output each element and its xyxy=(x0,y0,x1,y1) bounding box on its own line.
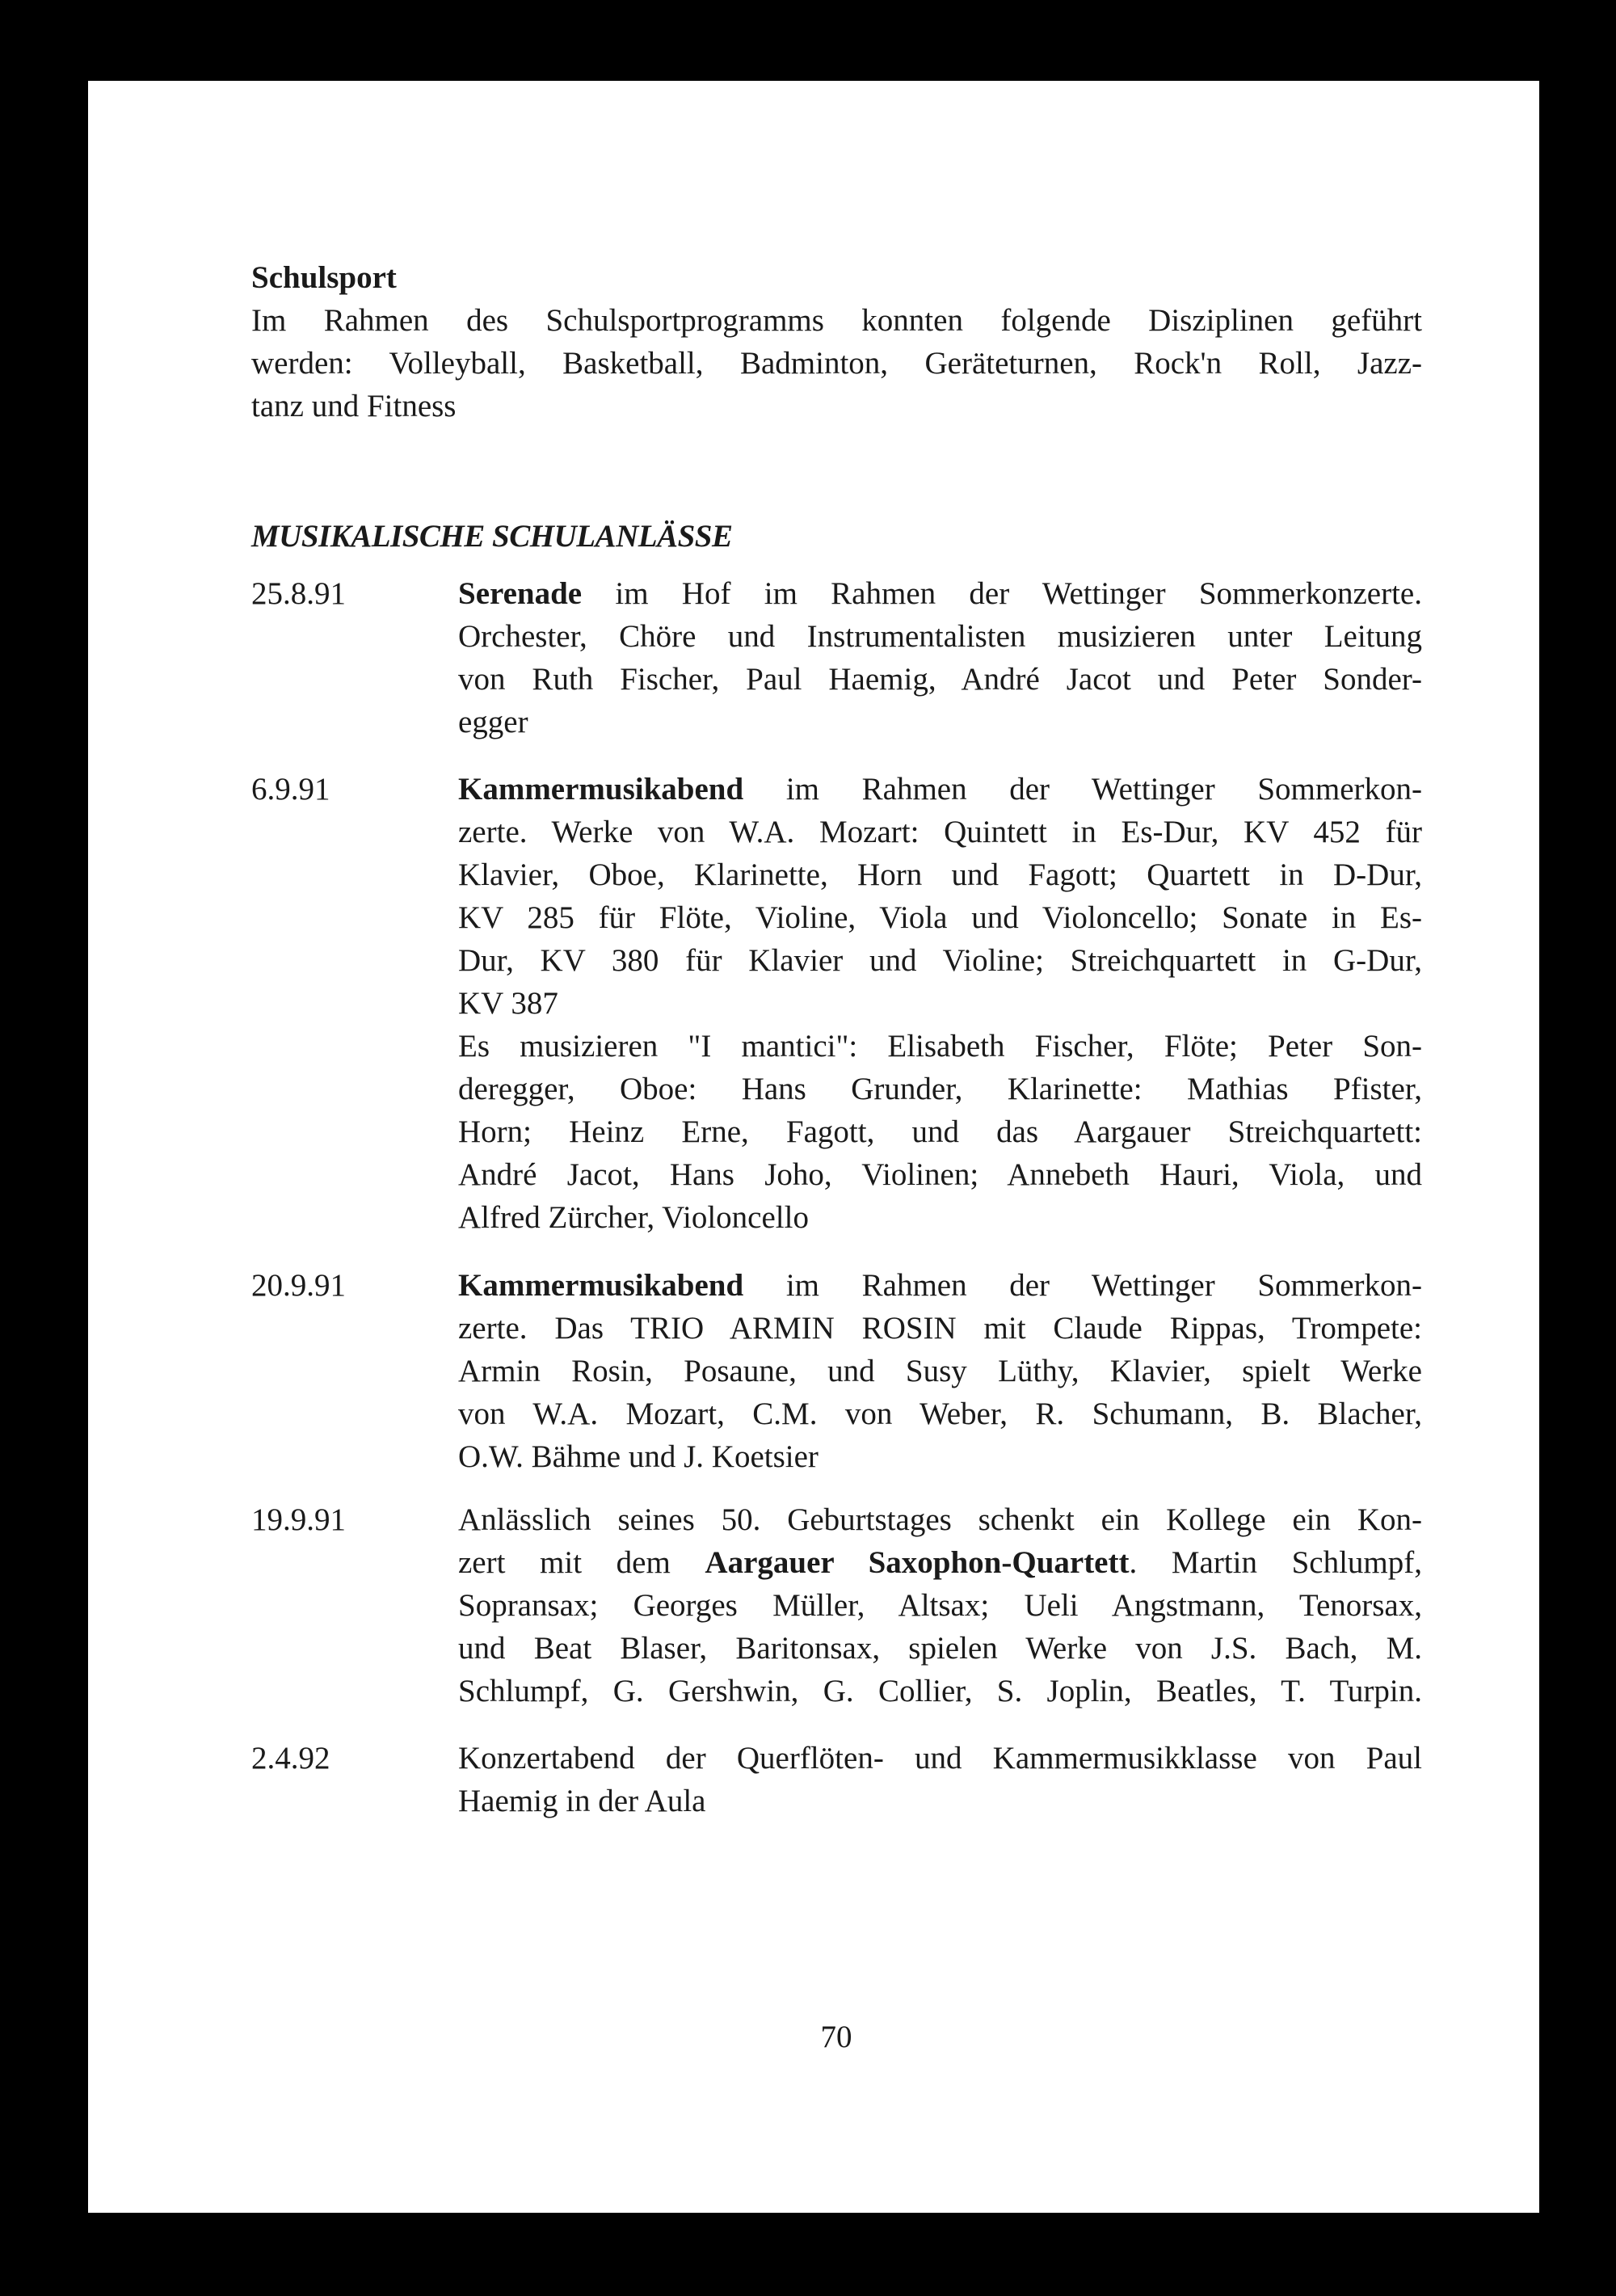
text-line xyxy=(458,1068,1422,1110)
page-number: 70 xyxy=(820,2020,852,2054)
text-line xyxy=(458,1498,1422,1541)
line-text: deregger, Oboe: Hans Grunder, Klarinette: Mathias Pfister, xyxy=(458,1072,1422,1106)
event-date: 20.9.91 xyxy=(251,1268,346,1303)
line-text: und Beat Blaser, Baritonsax, spielen Werke von J.S. Bach, M. xyxy=(458,1631,1422,1666)
text-line xyxy=(458,615,1422,658)
line-text: zerte. Werke von W.A. Mozart: Quintett in Es-Dur, KV 452 für xyxy=(458,815,1422,849)
text-line xyxy=(458,1025,1422,1068)
line-text: Dur, KV 380 für Klavier und Violine; Streichquartett in G-Dur, xyxy=(458,943,1422,978)
line-text: . Martin Schlumpf, xyxy=(1129,1545,1422,1580)
schulsport-section xyxy=(251,256,1422,428)
event-title: Kammermusikabend xyxy=(458,772,744,807)
line-text: zert mit dem xyxy=(458,1545,705,1580)
text-line xyxy=(458,1110,1422,1153)
line-text: Horn; Heinz Erne, Fagott, und das Aargauer Streichquartett: xyxy=(458,1114,1422,1149)
text-line xyxy=(458,1196,1422,1239)
line-text: KV 387 xyxy=(458,986,558,1021)
line-text: werden: Volleyball, Basketball, Badminton, Geräteturnen, Rock'n Roll, Jazz- xyxy=(251,346,1422,381)
line-text: zerte. Das TRIO ARMIN ROSIN mit Claude Rippas, Trompete: xyxy=(458,1311,1422,1346)
line-text: im Rahmen der Wettinger Sommerkon- xyxy=(743,772,1422,807)
text-line xyxy=(251,385,1422,428)
schulsport-title: Schulsport xyxy=(251,260,397,295)
event-description xyxy=(458,1737,1422,1822)
event-date: 6.9.91 xyxy=(251,772,330,807)
text-line xyxy=(458,939,1422,982)
event-description xyxy=(458,572,1422,744)
line-text: Armin Rosin, Posaune, und Susy Lüthy, Klavier, spielt Werke xyxy=(458,1354,1422,1388)
event-title: Serenade xyxy=(458,576,583,611)
text-line xyxy=(458,1392,1422,1435)
line-text: von Ruth Fischer, Paul Haemig, André Jacot und Peter Sonder- xyxy=(458,662,1422,697)
text-line xyxy=(458,1584,1422,1627)
text-line xyxy=(458,811,1422,853)
line-text: KV 285 für Flöte, Violine, Viola und Violoncello; Sonate in Es- xyxy=(458,900,1422,935)
event-date: 2.4.92 xyxy=(251,1741,330,1776)
line-text: Alfred Zürcher, Violoncello xyxy=(458,1200,809,1235)
text-line xyxy=(458,768,1422,811)
line-text: Es musizieren "I mantici": Elisabeth Fischer, Flöte; Peter Son- xyxy=(458,1029,1422,1064)
event-description xyxy=(458,1498,1422,1713)
line-text: egger xyxy=(458,705,528,739)
text-line xyxy=(251,299,1422,342)
text-line xyxy=(458,896,1422,939)
line-text: Sopransax; Georges Müller, Altsax; Ueli Angstmann, Tenorsax, xyxy=(458,1588,1422,1623)
text-line xyxy=(458,1307,1422,1350)
line-text: O.W. Bähme und J. Koetsier xyxy=(458,1439,819,1474)
schulsport-paragraph xyxy=(251,299,1422,428)
line-text: im Rahmen der Wettinger Sommerkon- xyxy=(743,1268,1422,1303)
section-heading: MUSIKALISCHE SCHULANLÄSSE xyxy=(251,519,733,554)
text-line xyxy=(458,982,1422,1025)
text-line xyxy=(458,701,1422,744)
event-title: Kammermusikabend xyxy=(458,1268,744,1303)
line-text: Haemig in der Aula xyxy=(458,1784,706,1818)
text-line xyxy=(458,1541,1422,1584)
event-date: 25.8.91 xyxy=(251,576,346,611)
text-line xyxy=(458,658,1422,701)
line-text: Konzertabend der Querflöten- und Kammermusikklasse von Paul xyxy=(458,1741,1422,1776)
text-line xyxy=(458,1350,1422,1392)
text-line xyxy=(251,342,1422,385)
text-line xyxy=(458,1737,1422,1780)
text-line xyxy=(458,1264,1422,1307)
event-description xyxy=(458,1264,1422,1478)
line-text: Im Rahmen des Schulsportprogramms konnten folgende Disziplinen geführt xyxy=(251,303,1422,338)
text-line xyxy=(458,1153,1422,1196)
line-text: Schlumpf, G. Gershwin, G. Collier, S. Joplin, Beatles, T. Turpin. xyxy=(458,1674,1422,1708)
line-text: tanz und Fitness xyxy=(251,389,457,423)
text-line xyxy=(458,853,1422,896)
line-text: Orchester, Chöre und Instrumentalisten musizieren unter Leitung xyxy=(458,619,1422,654)
line-text: Klavier, Oboe, Klarinette, Horn und Fagott; Quartett in D-Dur, xyxy=(458,857,1422,892)
line-text: André Jacot, Hans Joho, Violinen; Annebeth Hauri, Viola, und xyxy=(458,1157,1422,1192)
line-text: Anlässlich seines 50. Geburtstages schenkt ein Kollege ein Kon- xyxy=(458,1502,1422,1537)
text-line xyxy=(458,1780,1422,1822)
text-line xyxy=(458,572,1422,615)
event-date: 19.9.91 xyxy=(251,1502,346,1537)
ensemble-name: Aargauer Saxophon-Quartett xyxy=(705,1545,1130,1580)
line-text: von W.A. Mozart, C.M. von Weber, R. Schumann, B. Blacher, xyxy=(458,1397,1422,1431)
text-line xyxy=(458,1627,1422,1670)
text-line xyxy=(458,1670,1422,1713)
event-description xyxy=(458,768,1422,1239)
text-line xyxy=(458,1435,1422,1478)
line-text: im Hof im Rahmen der Wettinger Sommerkonzerte. xyxy=(582,576,1422,611)
